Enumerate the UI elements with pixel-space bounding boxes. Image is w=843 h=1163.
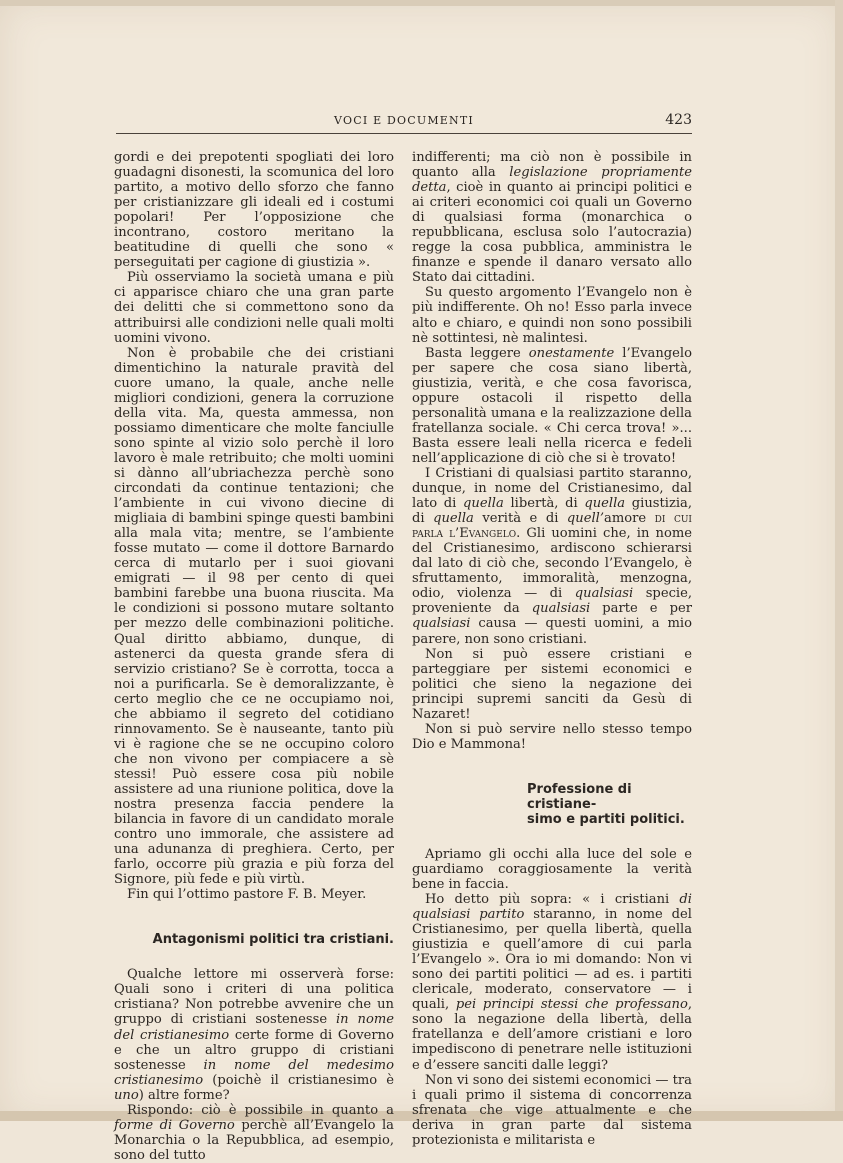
paragraph: gordi e dei prepotenti spogliati dei loro guadagni disonesti, la scomunica del loro partito, a motivo dello sforzo che fanno per cristianizzare gli ideali ed i costumi popolari! Per l’opposizione che incontrano, costoro meritano la beatitudine di quelli che sono « perseguitati per cagione di giustizia ».	[114, 150, 394, 271]
page-header	[116, 112, 692, 134]
small-caps-run: di cui parla l’Evangelo	[412, 511, 692, 542]
running-head: VOCI E DOCUMENTI	[334, 114, 474, 127]
italic-run: quella	[463, 496, 504, 512]
text-run: specie, proveniente da	[412, 586, 692, 617]
text-run: ) altre forme?	[138, 1087, 230, 1103]
paragraph	[412, 346, 692, 466]
italic-run: qualsiasi	[574, 586, 634, 602]
italic-run: forme di Governo	[114, 1117, 235, 1133]
paragraph: Non è probabile che dei cristiani dimentichino la naturale pravità del cuore umano, la quale, anche nelle migliori condizioni, genera la corruzione della vita. Ma, questa ammessa, non possiamo dimenticare che molte fanciulle sono spinte al vizio solo perchè il loro lavoro è male retribuito; che molti uomini si dànno all’ubriachezza perchè sono circondati da continue tentazioni; che l’ambiente in cui vivono diecine di migliaia di bambini spinge questi bambini alla mala vita; mentre, se l’ambiente fosse mutato — come il dottore Barnardo cerca di mutarlo per i suoi giovani emigrati — il 98 per cento di quei bambini farebbe una buona riuscita. Ma le condizioni si possono mutare soltanto per mezzo delle combinazioni politiche. Qual diritto abbiamo, dunque, di astenerci da questa grande sfera di servizio cristiano? Se è corrotta, tocca a noi a purificarla. Se è demoralizzante, è certo meglio che ce ne occupiamo noi, che abbiamo il segreto del cotidiano rinnovamento. Se è nauseante, tanto più vi è ragione che se ne occupino coloro che non vivono per compiacere a sè stessi! Può essere cosa più nobile assistere ad una riunione politica, dove la nostra presenza faccia pendere la bilancia in favore di un candidato morale contro uno immorale, che assistere ad una adunanza di preghiera. Certo, per farlo, occorre più grazia e più forza del Signore, più fede e più virtù.	[114, 345, 394, 888]
italic-run: qualsiasi	[412, 616, 471, 632]
paragraph	[114, 1103, 394, 1163]
paragraph	[114, 967, 394, 1102]
text-run: Ho detto più sopra: « i cristiani	[425, 892, 680, 908]
paragraph	[412, 150, 692, 285]
italic-run: in nome del cristianesimo	[114, 1012, 394, 1043]
text-run: certe forme di Governo e che un altro gruppo di cristiani sostenesse	[114, 1027, 394, 1073]
italic-run: onestamente	[528, 345, 615, 361]
text-run: , sono la negazione della libertà, della fratellanza e dell’amore cristiani e loro impediscono di penetrare nelle istituzioni e d’essere sanciti dalle leggi?	[412, 997, 693, 1073]
text-run: giustizia, di	[412, 496, 692, 527]
section-title: Antagonismi politici tra cristiani.	[152, 932, 394, 948]
text-run: libertà, di	[503, 496, 585, 512]
paragraph: Non si può essere cristiani e parteggiare per sistemi economici e politici che sieno la negazione dei principi supremi sanciti da Gesù di Nazaret!	[412, 646, 692, 722]
text-run: . Gli uomini che, in nome del Cristianesimo, ardiscono schierarsi dal lato di ciò che, secondo l’Evangelo, è sfruttamento, immoralità, menzogna, odio, violenza — di	[412, 526, 692, 602]
italic-run: pei principi stessi che professano	[455, 997, 688, 1013]
text-run: perchè all’Evangelo la Monarchia o la Repubblica, ad esempio, sono del tutto	[114, 1117, 394, 1163]
page-edge-top	[0, 0, 843, 6]
text-run: Rispondo: ciò è possibile in quanto a	[127, 1102, 394, 1118]
text-run: l’Evangelo per sapere che cosa siano libertà, giustizia, verità, e che cosa favorisca, oppure ostacoli il rispetto della personalità umana e la realizzazione della fratellanza sociale. « Chi cerca trova! »... Basta essere leali nella ricerca e fedeli nell’applicazione di ciò che si è trovato!	[412, 345, 692, 466]
paragraph: Su questo argomento l’Evangelo non è più indifferente. Oh no! Esso parla invece alto e chiaro, e quindi non sono possibili nè sottintesi, nè malintesi.	[412, 285, 692, 346]
paragraph: Apriamo gli occhi alla luce del sole e guardiamo coraggiosamente la verità bene in faccia.	[412, 846, 692, 892]
text-run: , cioè in quanto ai principi politici e ai criteri economici coi quali un Governo di qualsiasi forma (monarchica o repubblicana, esclusa solo l’autocrazia) regge la cosa pubblica, amministra le finanze e spende il danaro versato allo Stato dai cittadini.	[412, 180, 692, 286]
text-run: I Cristiani di qualsiasi partito staranno, dunque, in nome del Cristianesimo, dal lato di	[412, 465, 692, 512]
italic-run: quella	[433, 511, 474, 527]
italic-run: in nome del medesimo cristianesimo	[114, 1057, 394, 1088]
paragraph	[412, 892, 692, 1073]
text-run: parte e per	[590, 601, 692, 617]
text-run: causa — questi uomini, a mio parere, non sono cristiani.	[412, 616, 692, 647]
page-edge-right	[835, 0, 843, 1121]
italic-run: legislazione propriamente detta	[412, 165, 692, 196]
paragraph: Non vi sono dei sistemi economici — tra i quali primo il sistema di concorrenza sfrenata che vige attualmente e che deriva in gran parte dal sistema protezionista e militarista e	[412, 1072, 692, 1148]
section-title-line: Professione di cristiane-	[527, 781, 632, 812]
italic-run: qualsiasi	[531, 601, 591, 617]
italic-run: uno	[114, 1087, 139, 1103]
section-heading-block	[114, 932, 394, 947]
text-run: verità e di	[473, 511, 567, 527]
italic-run: quella	[584, 496, 626, 512]
section-heading-block	[412, 782, 692, 827]
paragraph: Fin qui l’ottimo pastore F. B. Meyer.	[127, 887, 367, 903]
italic-run: quell’	[566, 511, 605, 527]
text-run: staranno, in nome del Cristianesimo, per quella libertà, quella giustizia e quell’amore di cui parla l’Evangelo ». Ora io mi domando: Non vi sono dei partiti politici — ad es. i partiti clericale, moderato, conservatore — i quali,	[412, 907, 692, 1013]
left-column	[114, 150, 394, 1163]
right-column	[412, 150, 692, 1148]
text-run: amore	[604, 511, 655, 527]
text-run: Qualche lettore mi osserverà forse: Quali sono i criteri di una politica cristiana? Non potrebbe avvenire che un gruppo di cristiani sostenesse	[114, 967, 394, 1028]
italic-run: di qualsiasi partito	[412, 892, 692, 923]
paragraph	[412, 466, 692, 647]
header-rule	[116, 133, 692, 134]
page-number: 423	[665, 112, 692, 128]
paragraph: Più osserviamo la società umana e più ci apparisce chiaro che una gran parte dei delitti che si commettono sono da attribuirsi alle condizioni nelle quali molti uomini vivono.	[114, 270, 394, 346]
text-run: Basta leggere	[425, 345, 529, 361]
section-title-line: simo e partiti politici.	[527, 811, 685, 827]
text-run: indifferenti; ma ciò non è possibile in quanto alla	[412, 150, 692, 181]
text-run: (poichè il cristianesimo è	[203, 1072, 394, 1088]
paragraph: Non si può servire nello stesso tempo Dio e Mammona!	[412, 721, 692, 752]
